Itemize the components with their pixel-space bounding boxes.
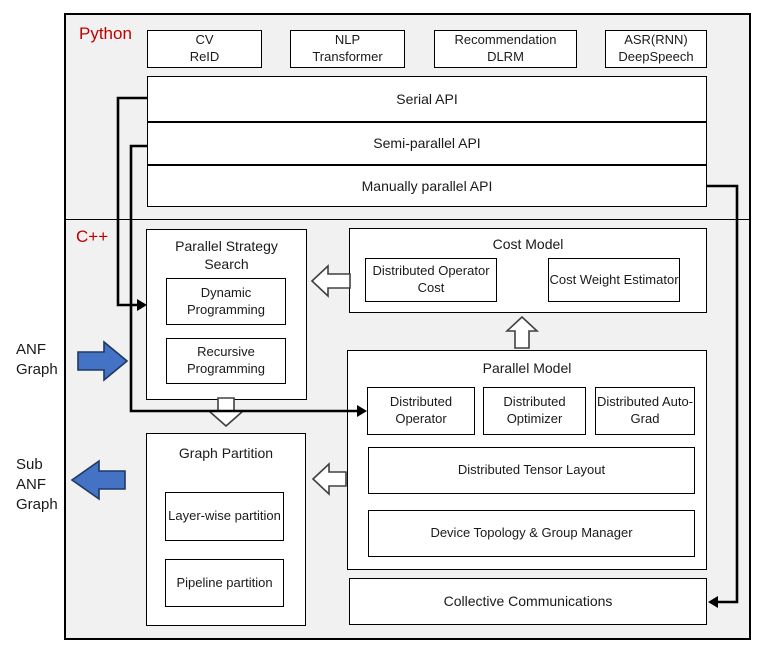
app-asr-line1: ASR(RNN) (624, 32, 688, 48)
distributed-tensor-layout-box: Distributed Tensor Layout (368, 447, 695, 494)
sub-anf-graph-label-line2: ANF (16, 475, 46, 493)
parallel-model-title: Parallel Model (482, 360, 572, 376)
app-rec-line1: Recommendation (454, 32, 557, 48)
distributed-operator-box: Distributed Operator (367, 387, 475, 435)
parallel-strategy-search-title: Parallel Strategy Search (175, 238, 278, 272)
collective-communications-box: Collective Communications (349, 578, 707, 625)
app-cv-line1: CV (195, 32, 214, 48)
app-asr-line2: DeepSpeech (618, 49, 694, 64)
app-box-cv-reid (147, 30, 262, 68)
app-box-asr-deepspeech (605, 30, 707, 68)
sub-anf-graph-label-line3: Graph (16, 495, 58, 513)
anf-graph-label-line1: ANF (16, 341, 46, 358)
app-nlp-line1: NLP (334, 32, 361, 48)
python-section-label: Python (79, 24, 132, 43)
anf-graph-label-line2: Graph (16, 360, 58, 378)
cpp-section-label: C++ (76, 227, 109, 246)
recursive-programming-box: Recursive Programming (166, 338, 286, 384)
serial-api-bar: Serial API (147, 76, 707, 122)
cost-model-title: Cost Model (492, 236, 564, 252)
sub-anf-graph-label (16, 455, 58, 514)
semi-parallel-api-bar: Semi-parallel API (147, 122, 707, 165)
app-nlp-line2: Transformer (312, 49, 383, 64)
app-box-nlp-transformer (290, 30, 405, 68)
app-cv-line2: ReID (189, 49, 220, 64)
app-rec-line2: DLRM (487, 49, 524, 64)
sub-anf-graph-label-line1: Sub (16, 456, 43, 473)
anf-graph-label (16, 340, 58, 380)
distributed-optimizer-box: Distributed Optimizer (483, 387, 586, 435)
dynamic-programming-box: Dynamic Programming (166, 278, 286, 325)
manually-parallel-api-bar: Manually parallel API (147, 165, 707, 207)
graph-partition-title: Graph Partition (178, 445, 274, 461)
distributed-operator-cost-box: Distributed Operator Cost (365, 258, 497, 302)
pipeline-partition-box: Pipeline partition (165, 559, 284, 607)
app-box-recommendation-dlrm (434, 30, 577, 68)
layer-wise-partition-box: Layer-wise partition (165, 492, 284, 541)
device-topology-group-manager-box: Device Topology & Group Manager (368, 510, 695, 557)
cost-weight-estimator-box: Cost Weight Estimator (548, 258, 680, 302)
distributed-auto-grad-box: Distributed Auto-Grad (595, 387, 695, 435)
python-cpp-divider (64, 219, 751, 220)
